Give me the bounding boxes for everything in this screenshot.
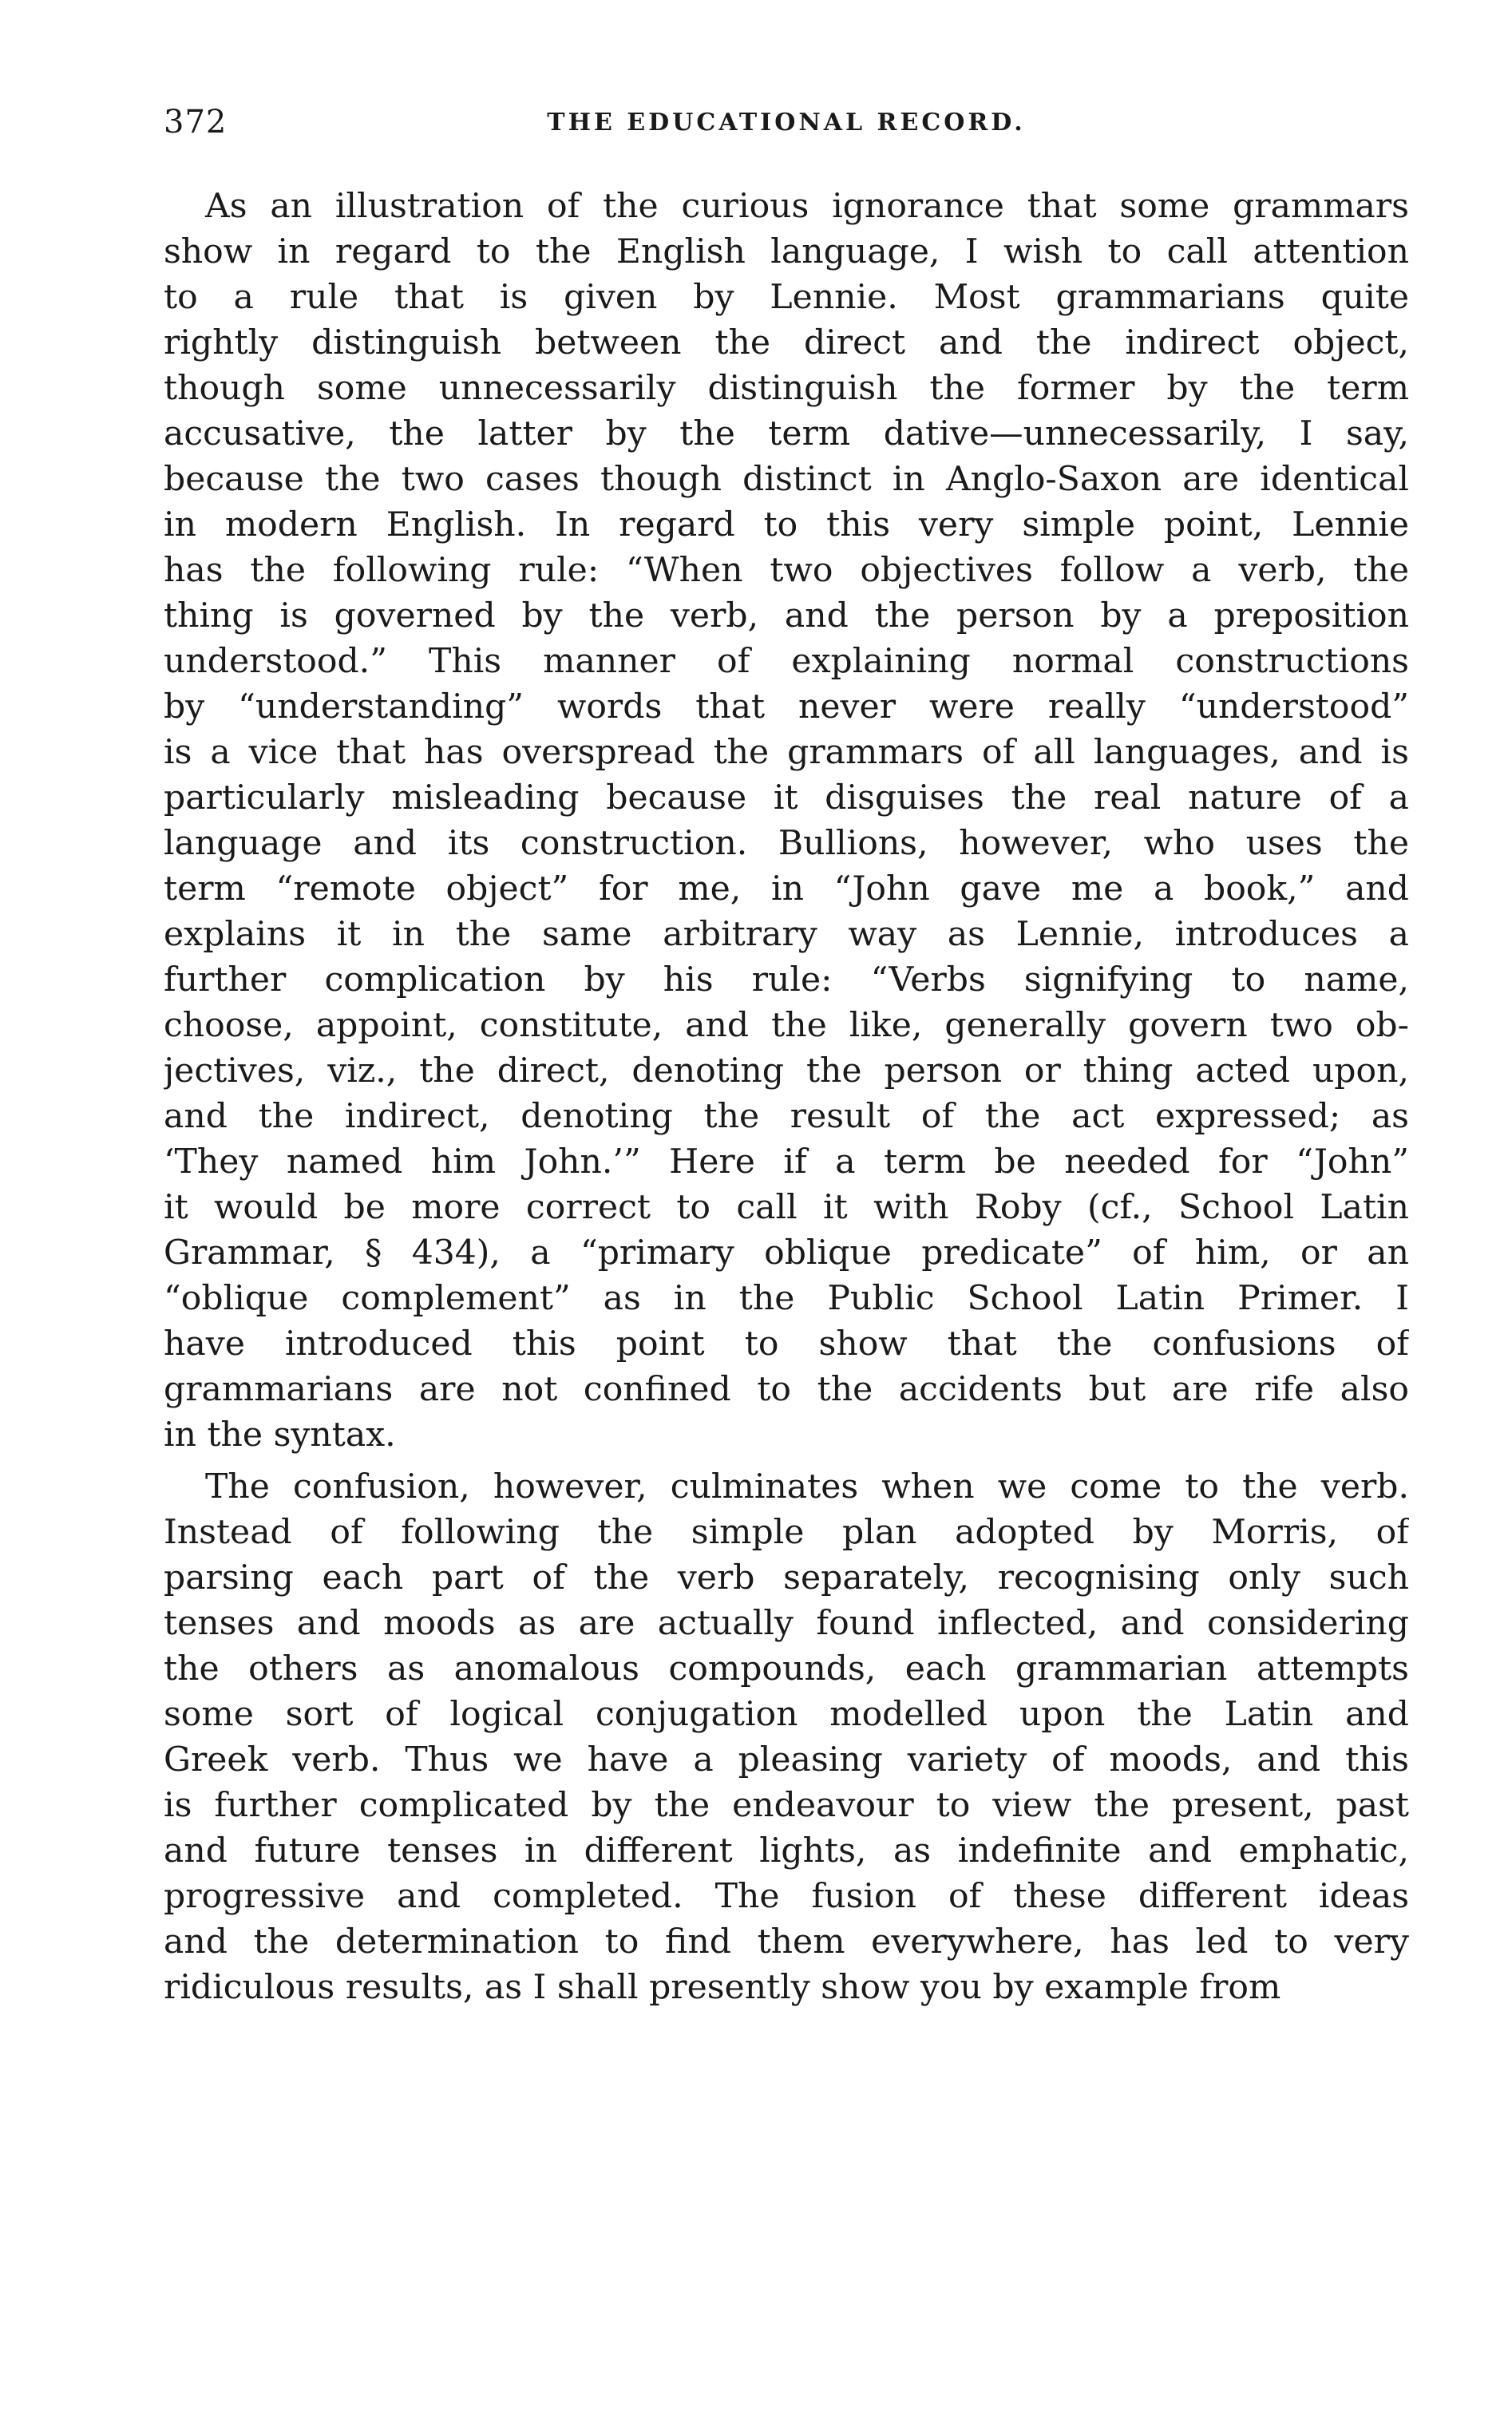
text-line: The confusion, however, culminates when we come to the verb. xyxy=(205,1467,1409,1506)
text-line: ridiculous results, as I shall presently show you by example from xyxy=(164,1968,1281,2007)
text-line: have introduced this point to show that the confusions of xyxy=(164,1324,1409,1364)
paragraph xyxy=(164,184,1409,1458)
text-line: rightly distinguish between the direct and the indirect object, xyxy=(164,323,1409,362)
text-line: the others as anomalous compounds, each grammarian attempts xyxy=(164,1649,1409,1689)
text-line: ‘They named him John.’” Here if a term be needed for “John” xyxy=(164,1142,1409,1182)
text-line: and the indirect, denoting the result of the act expressed; as xyxy=(164,1097,1409,1136)
body-text xyxy=(164,184,1409,2010)
text-line: is further complicated by the endeavour to view the present, past xyxy=(164,1786,1409,1825)
text-line: jectives, viz., the direct, denoting the person or thing acted upon, xyxy=(164,1051,1409,1091)
text-line: Instead of following the simple plan adopted by Morris, of xyxy=(164,1513,1409,1552)
text-line: it would be more correct to call it with Roby (cf., School Latin xyxy=(164,1188,1409,1227)
text-line: show in regard to the English language, I wish to call attention xyxy=(164,232,1409,271)
text-line: As an illustration of the curious ignorance that some grammars xyxy=(205,187,1409,226)
page-header xyxy=(164,104,1409,152)
text-line: choose, appoint, constitute, and the like, generally govern two ob- xyxy=(164,1006,1409,1045)
text-line: has the following rule: “When two objectives follow a verb, the xyxy=(164,551,1409,590)
text-line: and future tenses in different lights, as indefinite and emphatic, xyxy=(164,1831,1409,1871)
text-line: though some unnecessarily distinguish the former by the term xyxy=(164,369,1409,408)
text-line: Greek verb. Thus we have a pleasing variety of moods, and this xyxy=(164,1740,1409,1780)
text-line: parsing each part of the verb separately, recognising only such xyxy=(164,1558,1409,1597)
text-line: thing is governed by the verb, and the person by a preposition xyxy=(164,596,1409,635)
text-line: and the determination to find them everywhere, has led to very xyxy=(164,1922,1409,1962)
text-line: progressive and completed. The fusion of these different ideas xyxy=(164,1877,1409,1916)
text-line: is a vice that has overspread the grammars of all languages, and is xyxy=(164,733,1409,772)
text-line: in the syntax. xyxy=(164,1415,396,1455)
text-line: grammarians are not confined to the accidents but are rife also xyxy=(164,1370,1409,1409)
text-line: further complication by his rule: “Verbs signifying to name, xyxy=(164,960,1409,1000)
text-line: in modern English. In regard to this very simple point, Lennie xyxy=(164,505,1409,544)
text-line: to a rule that is given by Lennie. Most grammarians quite xyxy=(164,278,1409,317)
text-line: understood.” This manner of explaining normal constructions xyxy=(164,642,1409,681)
running-head: THE EDUCATIONAL RECORD. xyxy=(547,109,1026,137)
text-line: because the two cases though distinct in Anglo-Saxon are identical xyxy=(164,460,1409,499)
text-line: some sort of logical conjugation modelled upon the Latin and xyxy=(164,1695,1409,1734)
text-line: tenses and moods as are actually found inflected, and considering xyxy=(164,1604,1409,1643)
text-line: language and its construction. Bullions, however, who uses the xyxy=(164,824,1409,863)
page-number: 372 xyxy=(164,104,228,141)
text-line: Grammar, § 434), a “primary oblique predicate” of him, or an xyxy=(164,1233,1409,1273)
text-line: “oblique complement” as in the Public School Latin Primer. I xyxy=(164,1279,1409,1318)
text-line: by “understanding” words that never were really “understood” xyxy=(164,687,1409,726)
text-line: accusative, the latter by the term dative—unnecessarily, I say, xyxy=(164,414,1409,453)
paragraph xyxy=(164,1464,1409,2010)
text-line: term “remote object” for me, in “John gave me a book,” and xyxy=(164,869,1409,909)
text-line: explains it in the same arbitrary way as Lennie, introduces a xyxy=(164,915,1409,954)
text-line: particularly misleading because it disguises the real nature of a xyxy=(164,778,1409,818)
